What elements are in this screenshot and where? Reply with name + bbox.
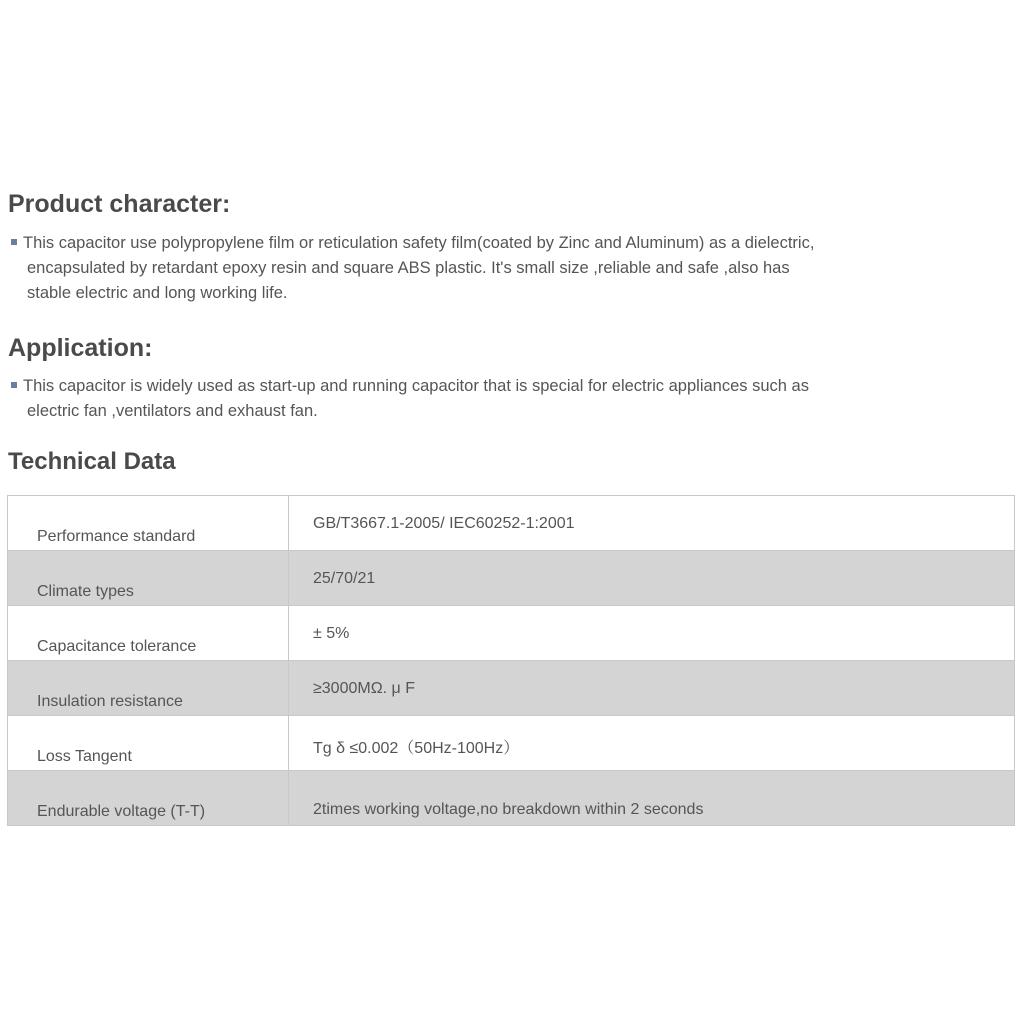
table-row [8, 771, 1015, 826]
row-label: Capacitance tolerance [8, 606, 289, 661]
row-value: 2times working voltage,no breakdown within 2 seconds [289, 771, 1015, 826]
application-paragraph [8, 374, 998, 424]
paragraph-line: encapsulated by retardant epoxy resin and square ABS plastic. It's small size ,reliable and safe ,also has [27, 259, 790, 277]
row-value: ± 5% [289, 606, 1015, 661]
product-character-heading: Product character: [8, 190, 231, 218]
paragraph-line: electric fan ,ventilators and exhaust fan. [27, 402, 318, 420]
table-row [8, 606, 1015, 661]
paragraph-line [8, 374, 998, 399]
paragraph-line [8, 231, 998, 256]
row-label: Insulation resistance [8, 661, 289, 716]
application-heading: Application: [8, 334, 153, 362]
row-label: Endurable voltage (T-T) [8, 771, 289, 826]
product-character-paragraph [8, 231, 998, 306]
row-value: Tg δ ≤0.002（50Hz-100Hz） [289, 716, 1015, 771]
technical-data-table [7, 495, 1015, 826]
row-value: ≥3000MΩ. μ F [289, 661, 1015, 716]
row-label: Loss Tangent [8, 716, 289, 771]
table-row [8, 496, 1015, 551]
bullet-square-icon [11, 382, 17, 388]
table-row [8, 661, 1015, 716]
row-value: 25/70/21 [289, 551, 1015, 606]
paragraph-text: This capacitor is widely used as start-up and running capacitor that is special for electric appliances such as [23, 377, 809, 395]
row-label: Performance standard [8, 496, 289, 551]
row-value: GB/T3667.1-2005/ IEC60252-1:2001 [289, 496, 1015, 551]
paragraph-text: This capacitor use polypropylene film or reticulation safety film(coated by Zinc and Aluminum) as a dielectric, [23, 234, 815, 252]
technical-data-heading: Technical Data [8, 448, 176, 475]
bullet-square-icon [11, 239, 17, 245]
row-label: Climate types [8, 551, 289, 606]
paragraph-line: stable electric and long working life. [27, 284, 288, 302]
table-row [8, 716, 1015, 771]
table-row [8, 551, 1015, 606]
